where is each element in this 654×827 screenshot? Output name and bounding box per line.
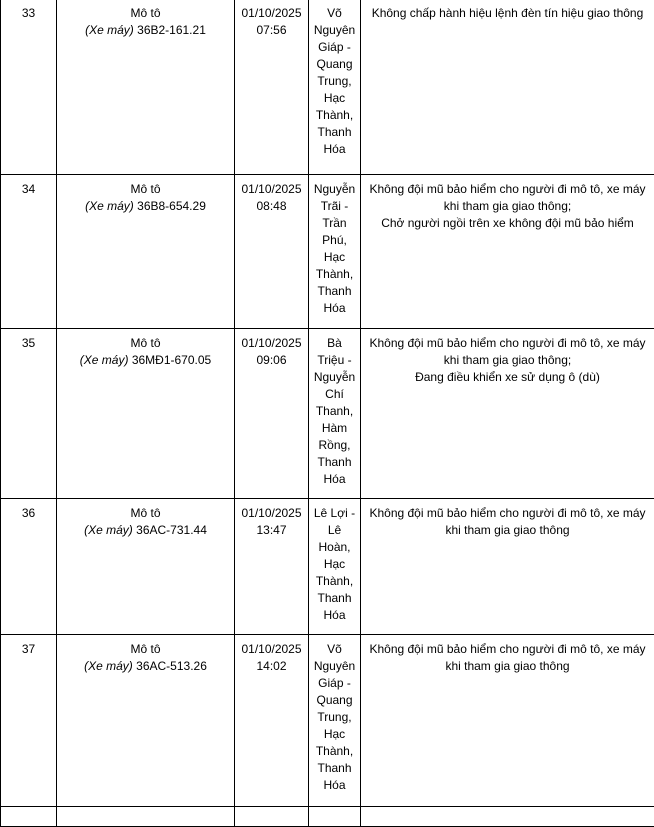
violation-time: 13:47: [239, 522, 304, 539]
table-row: [1, 329, 654, 499]
violation-cell: [361, 807, 654, 827]
timestamp-cell: [235, 175, 309, 329]
table-row: [1, 175, 654, 329]
timestamp-cell: [235, 635, 309, 807]
row-number: 35: [1, 329, 57, 499]
violation-cell: [361, 175, 654, 329]
row-number: 33: [1, 0, 57, 175]
vehicle-cell: [57, 499, 235, 635]
violation-text: Không đội mũ bảo hiểm cho người đi mô tô, xe máy khi tham gia giao thông;: [365, 181, 650, 215]
violation-text: Không đội mũ bảo hiểm cho người đi mô tô, xe máy khi tham gia giao thông: [365, 641, 650, 675]
vehicle-subtype: (Xe máy): [85, 23, 134, 37]
violation-date: 01/10/2025: [239, 181, 304, 198]
license-plate: 36B2-161.21: [137, 23, 206, 37]
table-row-partial: [1, 807, 654, 827]
violation-date: 01/10/2025: [239, 505, 304, 522]
license-plate: 36B8-654.29: [137, 199, 206, 213]
vehicle-type: Mô tô: [61, 181, 230, 198]
location-cell: Võ Nguyên Giáp - Quang Trung, Hạc Thành, Thanh Hóa: [309, 635, 361, 807]
violation-date: 01/10/2025: [239, 5, 304, 22]
violation-cell: [361, 329, 654, 499]
violation-text: Không đội mũ bảo hiểm cho người đi mô tô, xe máy khi tham gia giao thông;: [365, 335, 650, 369]
violation-cell: [361, 0, 654, 175]
violation-date: 01/10/2025: [239, 335, 304, 352]
vehicle-cell: [57, 329, 235, 499]
row-number: 34: [1, 175, 57, 329]
vehicle-cell: [57, 635, 235, 807]
vehicle-cell: [57, 0, 235, 175]
violation-date: 01/10/2025: [239, 641, 304, 658]
row-number: [1, 807, 57, 827]
timestamp-cell: [235, 499, 309, 635]
location-cell: [309, 807, 361, 827]
violation-time: 08:48: [239, 198, 304, 215]
vehicle-cell: [57, 175, 235, 329]
violation-time: 14:02: [239, 658, 304, 675]
vehicle-subtype: (Xe máy): [84, 659, 133, 673]
row-number: 37: [1, 635, 57, 807]
timestamp-cell: [235, 0, 309, 175]
license-plate: 36AC-513.26: [136, 659, 207, 673]
license-plate: 36AC-731.44: [136, 523, 207, 537]
violation-text: Đang điều khiển xe sử dụng ô (dù): [365, 369, 650, 386]
violation-time: 07:56: [239, 22, 304, 39]
row-number: 36: [1, 499, 57, 635]
vehicle-subtype: (Xe máy): [85, 199, 134, 213]
vehicle-subtype: (Xe máy): [80, 353, 129, 367]
vehicle-cell: [57, 807, 235, 827]
location-cell: Võ Nguyên Giáp - Quang Trung, Hạc Thành, Thanh Hóa: [309, 0, 361, 175]
vehicle-type: Mô tô: [61, 641, 230, 658]
table-row: [1, 499, 654, 635]
table-row: [1, 0, 654, 175]
violation-time: 09:06: [239, 352, 304, 369]
violation-text: Không đội mũ bảo hiểm cho người đi mô tô, xe máy khi tham gia giao thông: [365, 505, 650, 539]
license-plate: 36MĐ1-670.05: [132, 353, 211, 367]
location-cell: Lê Lợi - Lê Hoàn, Hạc Thành, Thanh Hóa: [309, 499, 361, 635]
violation-text: Không chấp hành hiệu lệnh đèn tín hiệu giao thông: [365, 5, 650, 22]
location-cell: Bà Triệu - Nguyễn Chí Thanh, Hàm Rồng, Thanh Hóa: [309, 329, 361, 499]
violation-cell: [361, 499, 654, 635]
violation-text: Chở người ngồi trên xe không đội mũ bảo hiểm: [365, 215, 650, 232]
vehicle-type: Mô tô: [61, 5, 230, 22]
table-row: [1, 635, 654, 807]
violation-cell: [361, 635, 654, 807]
vehicle-type: Mô tô: [61, 335, 230, 352]
location-cell: Nguyễn Trãi - Trần Phú, Hạc Thành, Thanh Hóa: [309, 175, 361, 329]
timestamp-cell: [235, 329, 309, 499]
vehicle-subtype: (Xe máy): [84, 523, 133, 537]
timestamp-cell: [235, 807, 309, 827]
vehicle-type: Mô tô: [61, 505, 230, 522]
